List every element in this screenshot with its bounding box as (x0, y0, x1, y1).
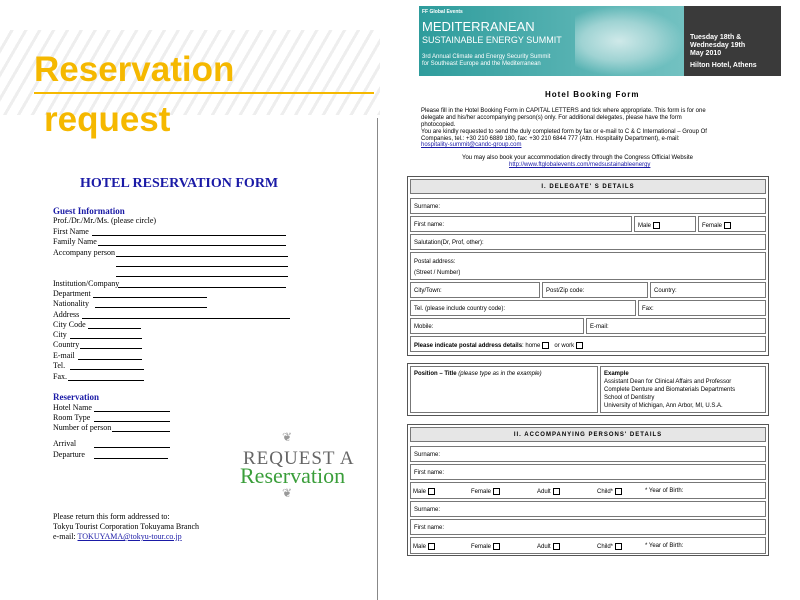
departure-label: Departure (53, 450, 85, 459)
instructions-line1: Please fill in the Hotel Booking Form in CAPITAL LETTERS and tick where appropriate. This form is for one (421, 108, 706, 114)
companion1-female-label: Female (471, 489, 492, 496)
family-name-label: Family Name (53, 237, 97, 246)
delegate-country-field[interactable]: Country: (650, 282, 766, 298)
delegate-mobile-field[interactable]: Mobile: (410, 318, 584, 334)
companion1-female[interactable] (471, 488, 500, 495)
slide-title: Reservation (34, 50, 235, 89)
room-type-field[interactable] (94, 421, 170, 422)
tel-label: Tel. (53, 361, 66, 370)
first-name-field[interactable] (92, 235, 286, 236)
ornament-bottom: ❦ (282, 486, 293, 500)
companion2-year-of-birth[interactable]: * Year of Birth: (645, 543, 684, 549)
example-line4: University of Michigan, Ann Arbor, MI, U.S.A. (604, 403, 723, 409)
room-type-label: Room Type (53, 413, 91, 422)
position-title-hint: (please type as in the example) (458, 371, 542, 377)
companion1-male-label: Male (413, 489, 427, 496)
return-address-text: Please return this form addressed to: (53, 512, 170, 521)
postal-address-hint: (Street / Number) (414, 270, 461, 276)
work-label: or work (554, 343, 575, 350)
delegate-tel-field[interactable]: Tel. (please include country code): (410, 300, 636, 316)
male-checkbox[interactable] (653, 222, 660, 229)
fax-label: Fax. (53, 372, 67, 381)
request-logo-line2: Reservation (240, 463, 346, 488)
companion1-first-name-field[interactable]: First name: (410, 464, 766, 480)
work-checkbox[interactable] (576, 342, 583, 349)
return-organization: Tokyu Tourist Corporation Tokuyama Branch (53, 522, 200, 531)
companion2-options-row (410, 537, 766, 554)
example-line2: Complete Denture and Biomaterials Departments (604, 387, 736, 393)
example-label: Example (604, 371, 629, 377)
position-title-label: Position – Title (414, 371, 457, 377)
institution-field[interactable] (118, 287, 286, 288)
booking-form-title: Hotel Booking Form (545, 90, 640, 99)
arrival-label: Arrival (53, 439, 77, 448)
city-code-field[interactable] (88, 328, 141, 329)
nationality-label: Nationality (53, 299, 89, 308)
companion1-year-of-birth[interactable]: * Year of Birth: (645, 488, 684, 494)
delegate-details-header: I. DELEGATE' S DETAILS (410, 179, 766, 194)
fax-field[interactable] (68, 380, 144, 381)
companion2-male-checkbox[interactable] (428, 543, 435, 550)
companion2-male-label: Male (413, 544, 427, 551)
companion2-adult-checkbox[interactable] (553, 543, 560, 550)
delegate-surname-field[interactable]: Surname: (410, 198, 766, 214)
website-link[interactable]: http://www.ftglobalevents.com/medsustainableenergy (509, 162, 651, 168)
home-checkbox[interactable] (542, 342, 549, 349)
example-line1: Assistant Dean for Clinical Affairs and Professor (604, 379, 732, 385)
banner-date3: May 2010 (690, 50, 722, 57)
departure-field[interactable] (94, 458, 168, 459)
reservation-heading: Reservation (53, 392, 99, 402)
email-field[interactable] (78, 359, 142, 360)
companion2-surname-field[interactable]: Surname: (410, 501, 766, 517)
companion2-adult[interactable] (537, 543, 560, 550)
companion2-female-label: Female (471, 544, 492, 551)
banner-title-line1: MEDITERRANEAN (422, 19, 535, 34)
delegate-zip-field[interactable]: Post/Zip code: (542, 282, 648, 298)
department-field[interactable] (93, 297, 207, 298)
country-label: Country (53, 340, 80, 349)
page-divider (377, 118, 378, 600)
hospitality-email-link[interactable]: hospitality-summit@candc-group.com (421, 142, 522, 148)
companion2-child-checkbox[interactable] (615, 543, 622, 550)
companion2-adult-label: Adult (537, 544, 551, 551)
hotel-name-field[interactable] (94, 411, 170, 412)
salutation-label: Prof./Dr./Mr./Ms. (please circle) (53, 216, 157, 225)
companion1-adult-checkbox[interactable] (553, 488, 560, 495)
postal-preference-label: Please indicate postal address details (414, 343, 523, 350)
companion1-adult[interactable] (537, 488, 560, 495)
companion1-surname-field[interactable]: Surname: (410, 446, 766, 462)
banner-date2: Wednesday 19th (690, 42, 746, 49)
country-field[interactable] (80, 348, 142, 349)
companion2-first-name-field[interactable]: First name: (410, 519, 766, 535)
banner-venue: Hilton Hotel, Athens (690, 62, 757, 69)
department-label: Department (53, 289, 91, 298)
title-underline (34, 92, 374, 94)
instructions-line2: delegate and his/her accompanying person(s) only. For additional delegates, please have the form (421, 115, 682, 121)
institution-label: Institution/Company (53, 279, 120, 288)
position-example (600, 366, 766, 413)
banner-date1: Tuesday 18th & (690, 34, 742, 41)
instructions-line5: Companies, tel.: +30 210 6889 180, fax: +30 210 6844 777 (Attn. Hospitality Department), e-mail: (421, 136, 680, 142)
instructions-line4: You are kindly requested to send the duly completed form by fax or e-mail to C & C International – Group Of (421, 129, 707, 135)
delegate-email-field[interactable]: E-mail: (586, 318, 766, 334)
accompany-person-label: Accompany person (53, 248, 115, 257)
accompanying-details-header: II. ACCOMPANYING PERSONS' DETAILS (410, 427, 766, 442)
companion2-female[interactable] (471, 543, 500, 550)
hotel-name-label: Hotel Name (53, 403, 92, 412)
number-of-person-label: Number of person (53, 423, 112, 432)
website-text: You may also book your accommodation directly through the Congress Official Website (462, 155, 694, 161)
companion2-child-label: Child* (597, 544, 614, 551)
request-logo-line1: REQUEST A (243, 448, 355, 469)
guest-information-heading: Guest Information (53, 206, 125, 216)
instructions-line3: photocopied. (421, 122, 456, 128)
family-name-field[interactable] (98, 245, 286, 246)
delegate-salutation-field[interactable]: Salutation(Dr, Prof, other): (410, 234, 766, 250)
nationality-field[interactable] (95, 307, 207, 308)
slide-title-second-line (34, 100, 334, 139)
arrival-field[interactable] (94, 447, 170, 448)
banner-subtitle-line1: 3rd Annual Climate and Energy Security Summit (422, 54, 551, 60)
delegate-first-name-field[interactable]: First name: (410, 216, 632, 232)
accompany-person-field-1[interactable] (116, 256, 288, 257)
city-field[interactable] (70, 338, 142, 339)
position-title-field[interactable] (410, 366, 598, 413)
return-email-label: e-mail: (53, 532, 76, 541)
delegate-city-field[interactable]: City/Town: (410, 282, 540, 298)
companion1-male[interactable] (413, 488, 435, 495)
city-label: City (53, 330, 67, 339)
accompany-person-field-3[interactable] (116, 276, 288, 277)
companion1-child-checkbox[interactable] (615, 488, 622, 495)
number-of-person-field[interactable] (112, 431, 170, 432)
return-email-link[interactable]: TOKUYAMA@tokyu-tour.co.jp (77, 532, 182, 541)
address-label: Address (53, 310, 80, 319)
postal-address-label: Postal address: (414, 259, 456, 265)
delegate-female-option[interactable] (698, 216, 766, 232)
address-field[interactable] (82, 318, 290, 319)
banner-subtitle-line2: for Southeast Europe and the Mediterranean (422, 61, 541, 67)
companion1-child[interactable] (597, 488, 622, 495)
banner-map-graphic (575, 6, 685, 76)
slide-title-line2: request (44, 100, 171, 139)
home-label: : home (522, 343, 541, 350)
companion1-female-checkbox[interactable] (493, 488, 500, 495)
ornament-top: ❦ (282, 430, 293, 444)
banner-date-panel (684, 6, 781, 76)
delegate-male-option[interactable] (634, 216, 696, 232)
companion2-female-checkbox[interactable] (493, 543, 500, 550)
companion1-male-checkbox[interactable] (428, 488, 435, 495)
delegate-postal-address-field[interactable] (410, 252, 766, 280)
first-name-label: First Name (53, 227, 89, 236)
banner-brand: FF Global Events (422, 9, 463, 15)
accompany-person-field-2[interactable] (116, 266, 288, 267)
companion1-options-row (410, 482, 766, 499)
female-label: Female (702, 223, 723, 230)
companion1-child-label: Child* (597, 489, 614, 496)
banner-title-line2: SUSTAINABLE ENERGY SUMMIT (422, 35, 562, 45)
companion2-child[interactable] (597, 543, 622, 550)
delegate-fax-field[interactable]: Fax: (638, 300, 766, 316)
postal-preference-row (410, 336, 766, 352)
companion2-male[interactable] (413, 543, 435, 550)
tel-field[interactable] (70, 369, 144, 370)
example-line3: School of Dentistry (604, 395, 655, 401)
companion1-adult-label: Adult (537, 489, 551, 496)
email-label: E-mail (53, 351, 75, 360)
city-code-label: City Code (53, 320, 86, 329)
male-label: Male (638, 223, 652, 230)
female-checkbox[interactable] (724, 222, 731, 229)
return-email-line (53, 532, 182, 542)
hotel-reservation-form-title: HOTEL RESERVATION FORM (80, 176, 279, 191)
